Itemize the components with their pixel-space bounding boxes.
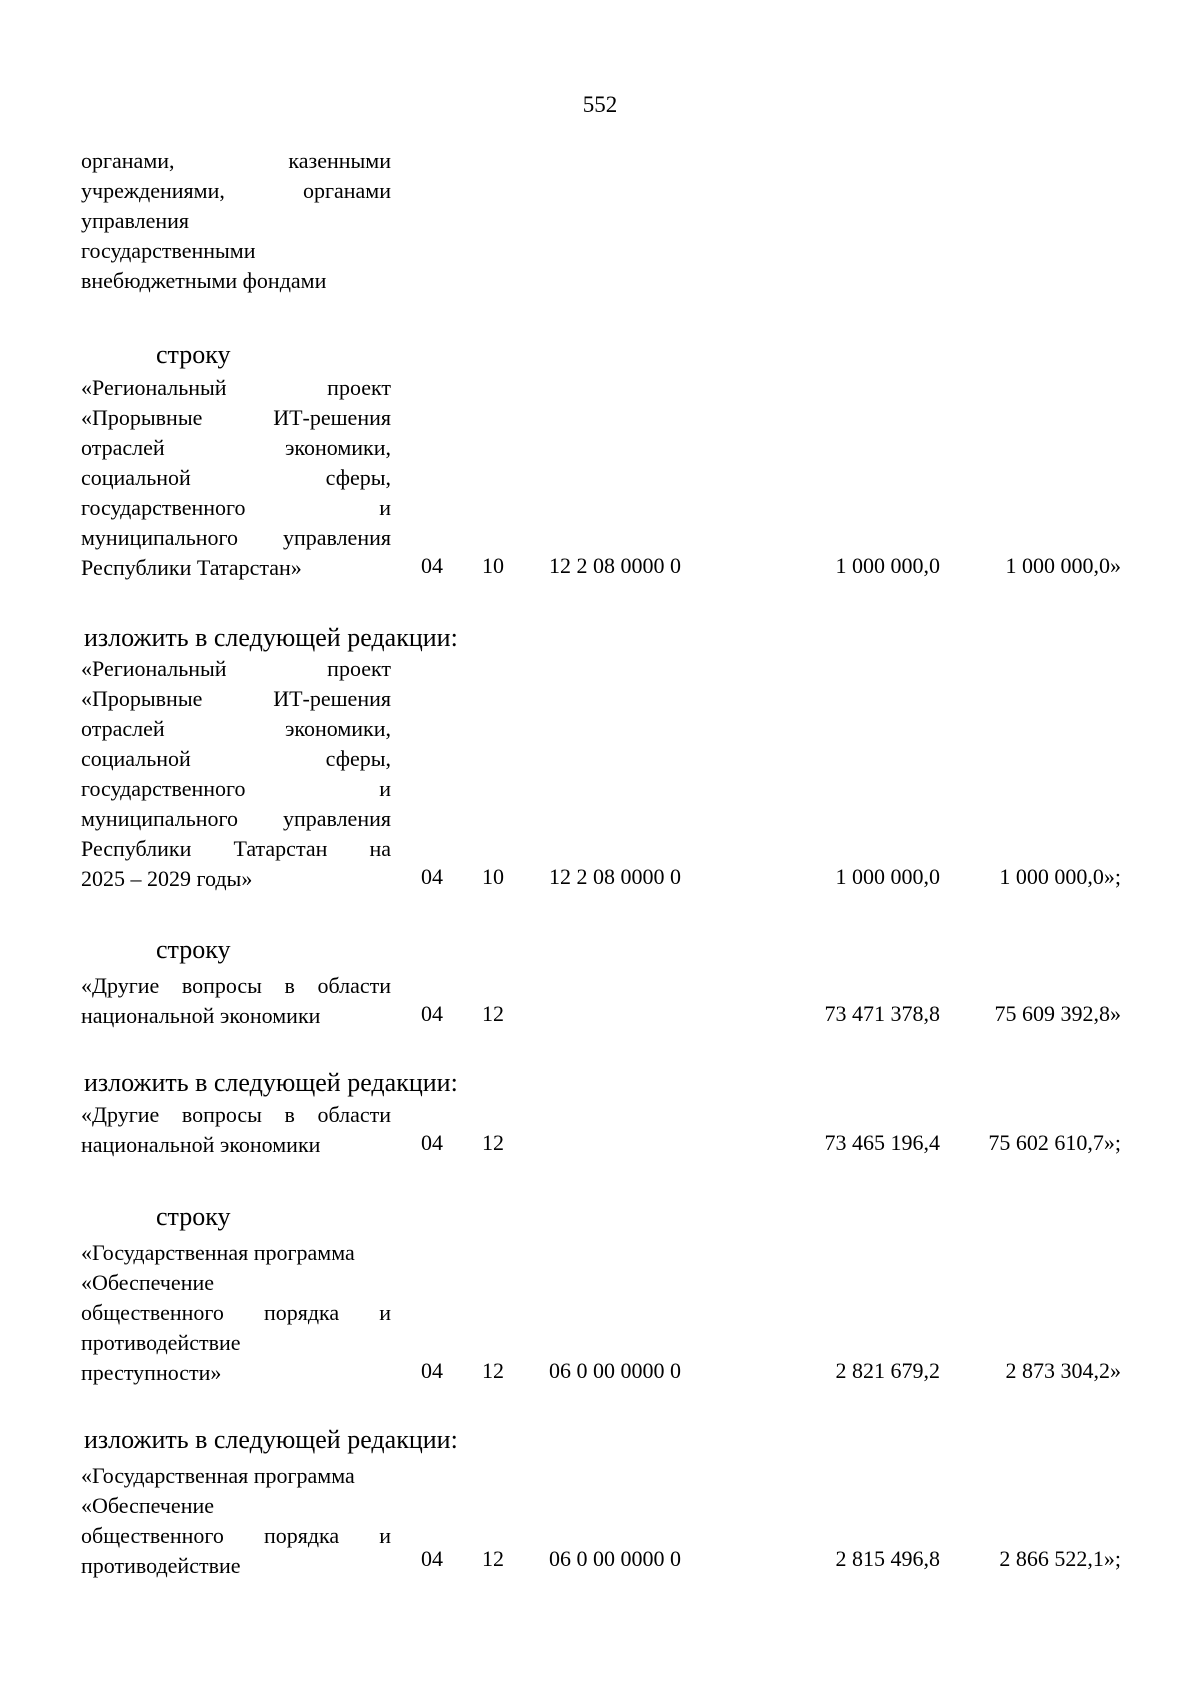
amount-2026: 1 000 000,0» [1005, 553, 1121, 578]
subsection-code: 10 [482, 864, 504, 889]
csr-code: 06 0 00 0000 0 [549, 1546, 681, 1571]
desc-line: Республики Татарстан на [81, 836, 391, 861]
desc-line: общественного порядка и [81, 1300, 391, 1325]
section-code: 04 [421, 1546, 443, 1571]
desc-line: 2025 – 2029 годы» [81, 866, 253, 891]
intro-description [81, 146, 391, 296]
subsection-code: 12 [482, 1001, 504, 1026]
amount-2026: 75 602 610,7»; [988, 1130, 1121, 1155]
section-code: 04 [421, 1358, 443, 1383]
heading-izlozhit: изложить в следующей редакции: [84, 623, 458, 652]
desc-line: управления [81, 208, 190, 233]
heading-stroku: строку [156, 935, 231, 964]
amount-2025: 1 000 000,0 [835, 553, 940, 578]
amount-2026: 75 609 392,8» [994, 1001, 1121, 1026]
desc-line: государственного и [81, 776, 391, 801]
page-number: 552 [582, 92, 618, 117]
desc-line: «Прорывные ИТ-решения [81, 405, 391, 430]
row-description [81, 654, 391, 894]
row-description [81, 971, 391, 1031]
desc-line: «Обеспечение [81, 1270, 214, 1295]
desc-line: социальной сферы, [81, 746, 391, 771]
amount-2026: 2 873 304,2» [1005, 1358, 1121, 1383]
heading-stroku: строку [156, 1202, 231, 1231]
desc-line: органами, казенными [81, 148, 391, 173]
desc-line: «Региональный проект [81, 375, 391, 400]
desc-line: «Региональный проект [81, 656, 391, 681]
desc-line: «Обеспечение [81, 1493, 214, 1518]
desc-line: противодействие [81, 1553, 241, 1578]
subsection-code: 12 [482, 1358, 504, 1383]
section-code: 04 [421, 1001, 443, 1026]
desc-line: государственными [81, 238, 256, 263]
heading-izlozhit: изложить в следующей редакции: [84, 1068, 458, 1097]
desc-line: отраслей экономики, [81, 716, 391, 741]
desc-line: отраслей экономики, [81, 435, 391, 460]
subsection-code: 10 [482, 553, 504, 578]
desc-line: муниципального управления [81, 525, 391, 550]
csr-code: 12 2 08 0000 0 [549, 864, 681, 889]
section-code: 04 [421, 553, 443, 578]
desc-line: преступности» [81, 1360, 222, 1385]
section-code: 04 [421, 1130, 443, 1155]
desc-line: общественного порядка и [81, 1523, 391, 1548]
desc-line: «Государственная программа [81, 1463, 355, 1488]
csr-code: 12 2 08 0000 0 [549, 553, 681, 578]
amount-2025: 73 465 196,4 [824, 1130, 940, 1155]
desc-line: «Другие вопросы в области [81, 973, 391, 998]
desc-line: противодействие [81, 1330, 241, 1355]
row-description [81, 1238, 391, 1388]
amount-2025: 2 815 496,8 [835, 1546, 940, 1571]
desc-line: национальной экономики [81, 1132, 321, 1157]
section-code: 04 [421, 864, 443, 889]
desc-line: учреждениями, органами [81, 178, 391, 203]
subsection-code: 12 [482, 1130, 504, 1155]
subsection-code: 12 [482, 1546, 504, 1571]
amount-2026: 2 866 522,1»; [999, 1546, 1121, 1571]
heading-stroku: строку [156, 340, 231, 369]
amount-2025: 2 821 679,2 [835, 1358, 940, 1383]
row-description [81, 1100, 391, 1160]
amount-2026: 1 000 000,0»; [999, 864, 1121, 889]
desc-line: муниципального управления [81, 806, 391, 831]
desc-line: «Другие вопросы в области [81, 1102, 391, 1127]
desc-line: государственного и [81, 495, 391, 520]
heading-izlozhit: изложить в следующей редакции: [84, 1425, 458, 1454]
csr-code: 06 0 00 0000 0 [549, 1358, 681, 1383]
row-description [81, 373, 391, 583]
desc-line: Республики Татарстан» [81, 555, 302, 580]
desc-line: «Прорывные ИТ-решения [81, 686, 391, 711]
desc-line: внебюджетными фондами [81, 268, 327, 293]
amount-2025: 73 471 378,8 [824, 1001, 940, 1026]
desc-line: социальной сферы, [81, 465, 391, 490]
desc-line: «Государственная программа [81, 1240, 355, 1265]
desc-line: национальной экономики [81, 1003, 321, 1028]
amount-2025: 1 000 000,0 [835, 864, 940, 889]
row-description [81, 1461, 391, 1581]
